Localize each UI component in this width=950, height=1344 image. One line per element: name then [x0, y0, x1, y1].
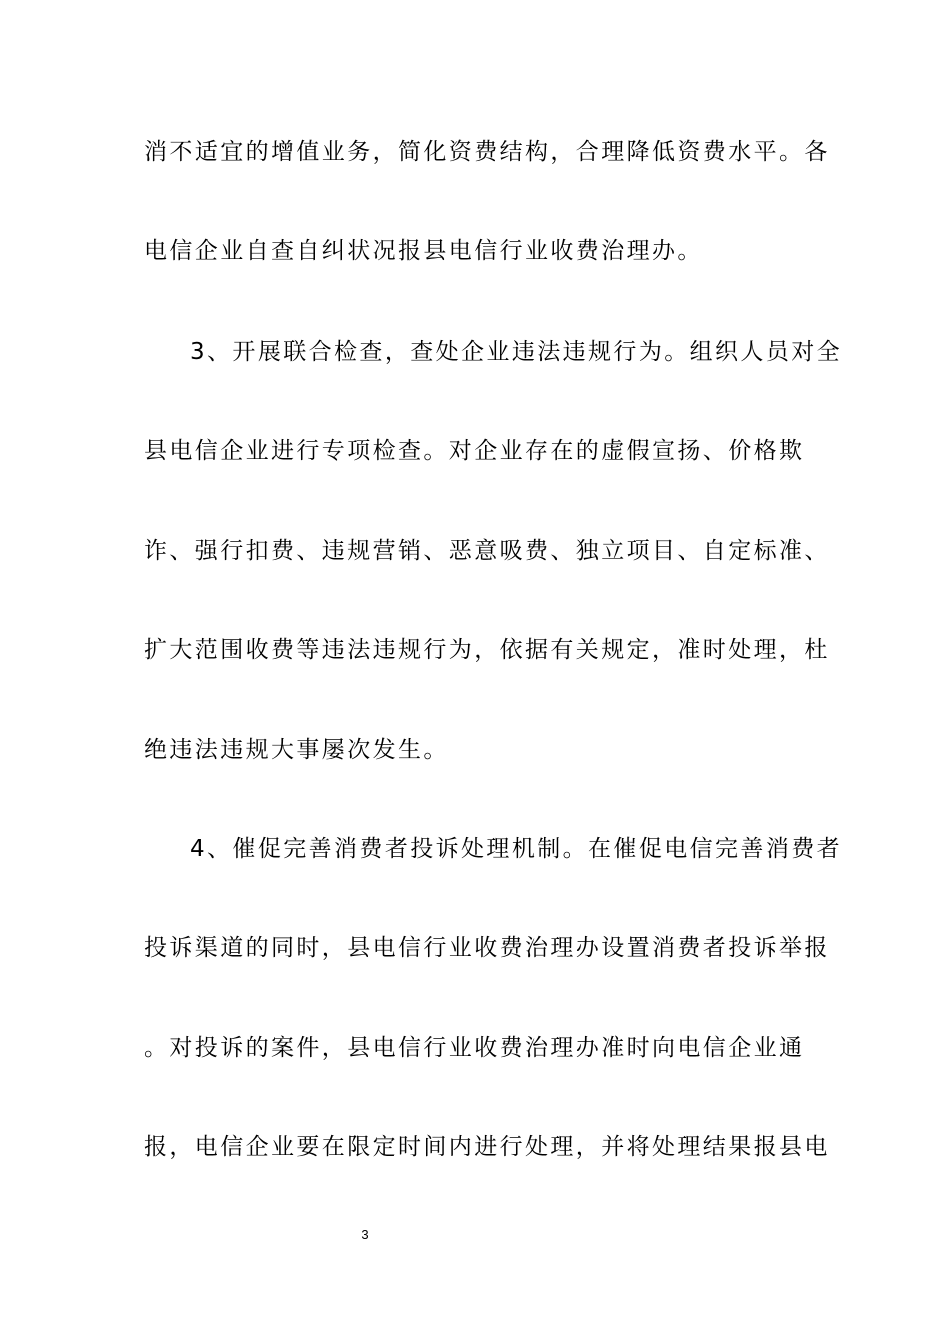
section-4-heading-line: 4、催促完善消费者投诉处理机制。在催促电信完善消费者	[190, 836, 843, 862]
body-text-line: 报，电信企业要在限定时间内进行处理，并将处理结果报县电	[144, 1134, 830, 1160]
body-text-line: 电信企业自查自纠状况报县电信行业收费治理办。	[144, 238, 703, 264]
body-text-line: 扩大范围收费等违法违规行为，依据有关规定，准时处理，杜	[144, 637, 830, 663]
page-number: 3	[361, 1227, 369, 1242]
body-text-line: 。对投诉的案件，县电信行业收费治理办准时向电信企业通	[144, 1035, 805, 1061]
section-3-heading-line: 3、开展联合检查，查处企业违法违规行为。组织人员对全	[190, 339, 843, 365]
body-text-line: 消不适宜的增值业务，简化资费结构，合理降低资费水平。各	[144, 139, 830, 165]
body-text-line: 投诉渠道的同时，县电信行业收费治理办设置消费者投诉举报	[144, 935, 830, 961]
body-text-line: 绝违法违规大事屡次发生。	[144, 737, 449, 763]
body-text-line: 诈、强行扣费、违规营销、恶意吸费、独立项目、自定标准、	[144, 538, 830, 564]
body-text-line: 县电信企业进行专项检查。对企业存在的虚假宣扬、价格欺	[144, 438, 805, 464]
